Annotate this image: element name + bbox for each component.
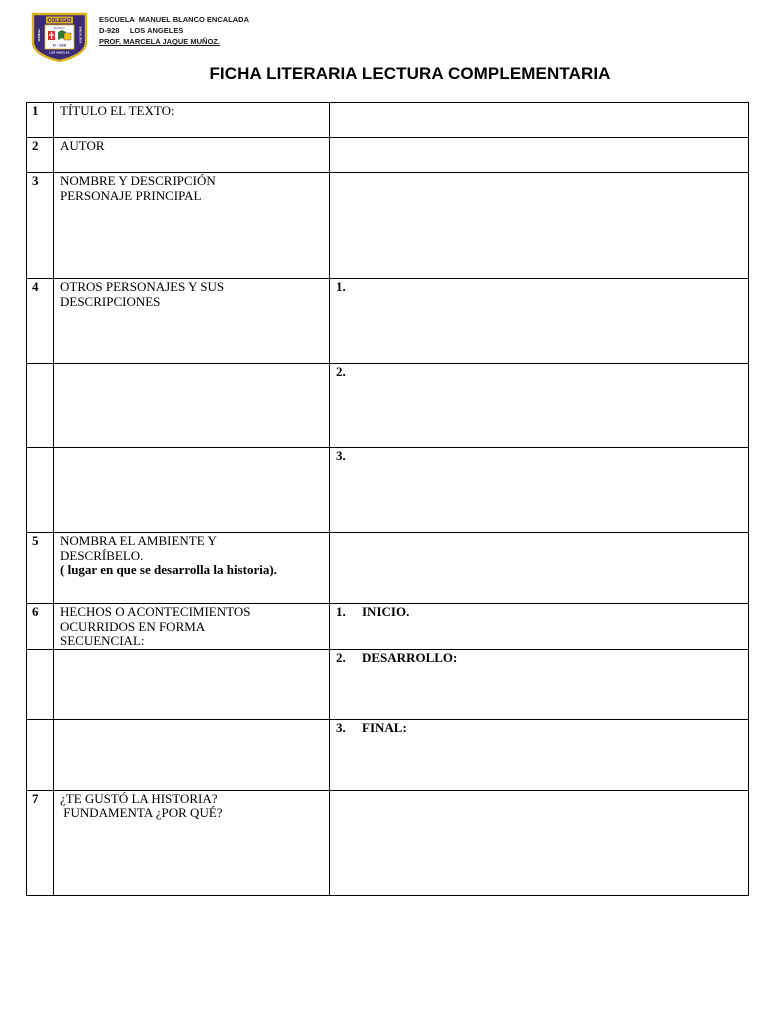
empty-cell <box>54 719 330 790</box>
table-row <box>27 279 749 364</box>
crest-right-text: ENCALADA <box>78 26 83 44</box>
item-number: 2. <box>336 364 346 379</box>
crest-top-text: COLEGIO <box>47 18 72 25</box>
school-crest-logo <box>31 12 88 62</box>
table-row <box>27 364 749 448</box>
table-row <box>27 533 749 604</box>
question-main-character <box>54 173 330 279</box>
answer-field-beginning[interactable] <box>330 604 749 650</box>
empty-cell <box>54 448 330 533</box>
question-author: AUTOR <box>54 138 330 173</box>
question-line: ¿TE GUSTÓ LA HISTORIA? <box>60 790 218 806</box>
table-row <box>27 790 749 895</box>
answer-field-ending[interactable] <box>330 719 749 790</box>
question-events <box>54 604 330 650</box>
question-line: FUNDAMENTA ¿POR QUÉ? <box>60 805 223 820</box>
answer-field-setting[interactable] <box>330 533 749 604</box>
row-number: 3 <box>27 173 54 279</box>
table-row <box>27 173 749 279</box>
crest-bottom-text: LOS ANGELES <box>49 50 70 55</box>
question-hint: ( lugar en que se desarrolla la historia). <box>60 562 277 577</box>
answer-field-character-3[interactable] <box>330 448 749 533</box>
table-row <box>27 649 749 719</box>
answer-field-author[interactable] <box>330 138 749 173</box>
item-number: 2. <box>336 649 346 665</box>
question-line: DESCRÍBELO. <box>60 547 144 563</box>
literary-form-table <box>26 102 749 896</box>
row-number: 6 <box>27 604 54 650</box>
row-number: 5 <box>27 533 54 604</box>
question-other-characters <box>54 279 330 364</box>
table-row <box>27 719 749 790</box>
answer-field-character-1[interactable] <box>330 279 749 364</box>
question-line: PERSONAJE PRINCIPAL <box>60 187 202 203</box>
question-line: SECUENCIAL: <box>60 633 145 648</box>
item-label: DESARROLLO: <box>362 649 458 665</box>
crest-center-text: BLANCO <box>54 27 65 30</box>
item-label: FINAL: <box>362 719 407 735</box>
empty-cell <box>27 448 54 533</box>
crest-number-text: D - 928 <box>52 42 67 48</box>
question-line: NOMBRE Y DESCRIPCIÓN <box>60 173 216 188</box>
item-number: 1. <box>336 604 346 619</box>
teacher-name: PROF. MARCELA JAQUE MUÑOZ. <box>99 37 220 46</box>
question-line: DESCRIPCIONES <box>60 293 161 309</box>
answer-field-main-character[interactable] <box>330 173 749 279</box>
item-number: 3. <box>336 719 346 735</box>
empty-cell <box>27 649 54 719</box>
answer-field-development[interactable] <box>330 649 749 719</box>
question-opinion <box>54 790 330 895</box>
school-info <box>99 14 249 47</box>
empty-cell <box>54 364 330 448</box>
answer-field-opinion[interactable] <box>330 790 749 895</box>
empty-cell <box>54 649 330 719</box>
question-line: HECHOS O ACONTECIMIENTOS <box>60 604 251 619</box>
document-title: FICHA LITERARIA LECTURA COMPLEMENTARIA <box>209 64 611 83</box>
school-code: D-928 LOS ANGELES <box>99 26 184 35</box>
row-number: 2 <box>27 138 54 173</box>
crest-left-text: MANUEL <box>37 28 41 42</box>
item-number: 3. <box>336 448 346 463</box>
row-number: 1 <box>27 103 54 138</box>
question-title: TÍTULO EL TEXTO: <box>54 103 330 138</box>
table-row <box>27 103 749 138</box>
empty-cell <box>27 364 54 448</box>
row-number: 7 <box>27 790 54 895</box>
item-label: INICIO. <box>362 604 410 619</box>
row-number: 4 <box>27 279 54 364</box>
table-row <box>27 448 749 533</box>
question-setting <box>54 533 330 604</box>
table-row <box>27 604 749 650</box>
empty-cell <box>27 719 54 790</box>
answer-field-title[interactable] <box>330 103 749 138</box>
school-name: ESCUELA MANUEL BLANCO ENCALADA <box>99 15 249 24</box>
table-row <box>27 138 749 173</box>
question-line: OTROS PERSONAJES Y SUS <box>60 279 225 294</box>
question-line: NOMBRA EL AMBIENTE Y <box>60 533 217 548</box>
answer-field-character-2[interactable] <box>330 364 749 448</box>
question-line: OCURRIDOS EN FORMA <box>60 618 206 634</box>
item-number: 1. <box>336 279 346 294</box>
